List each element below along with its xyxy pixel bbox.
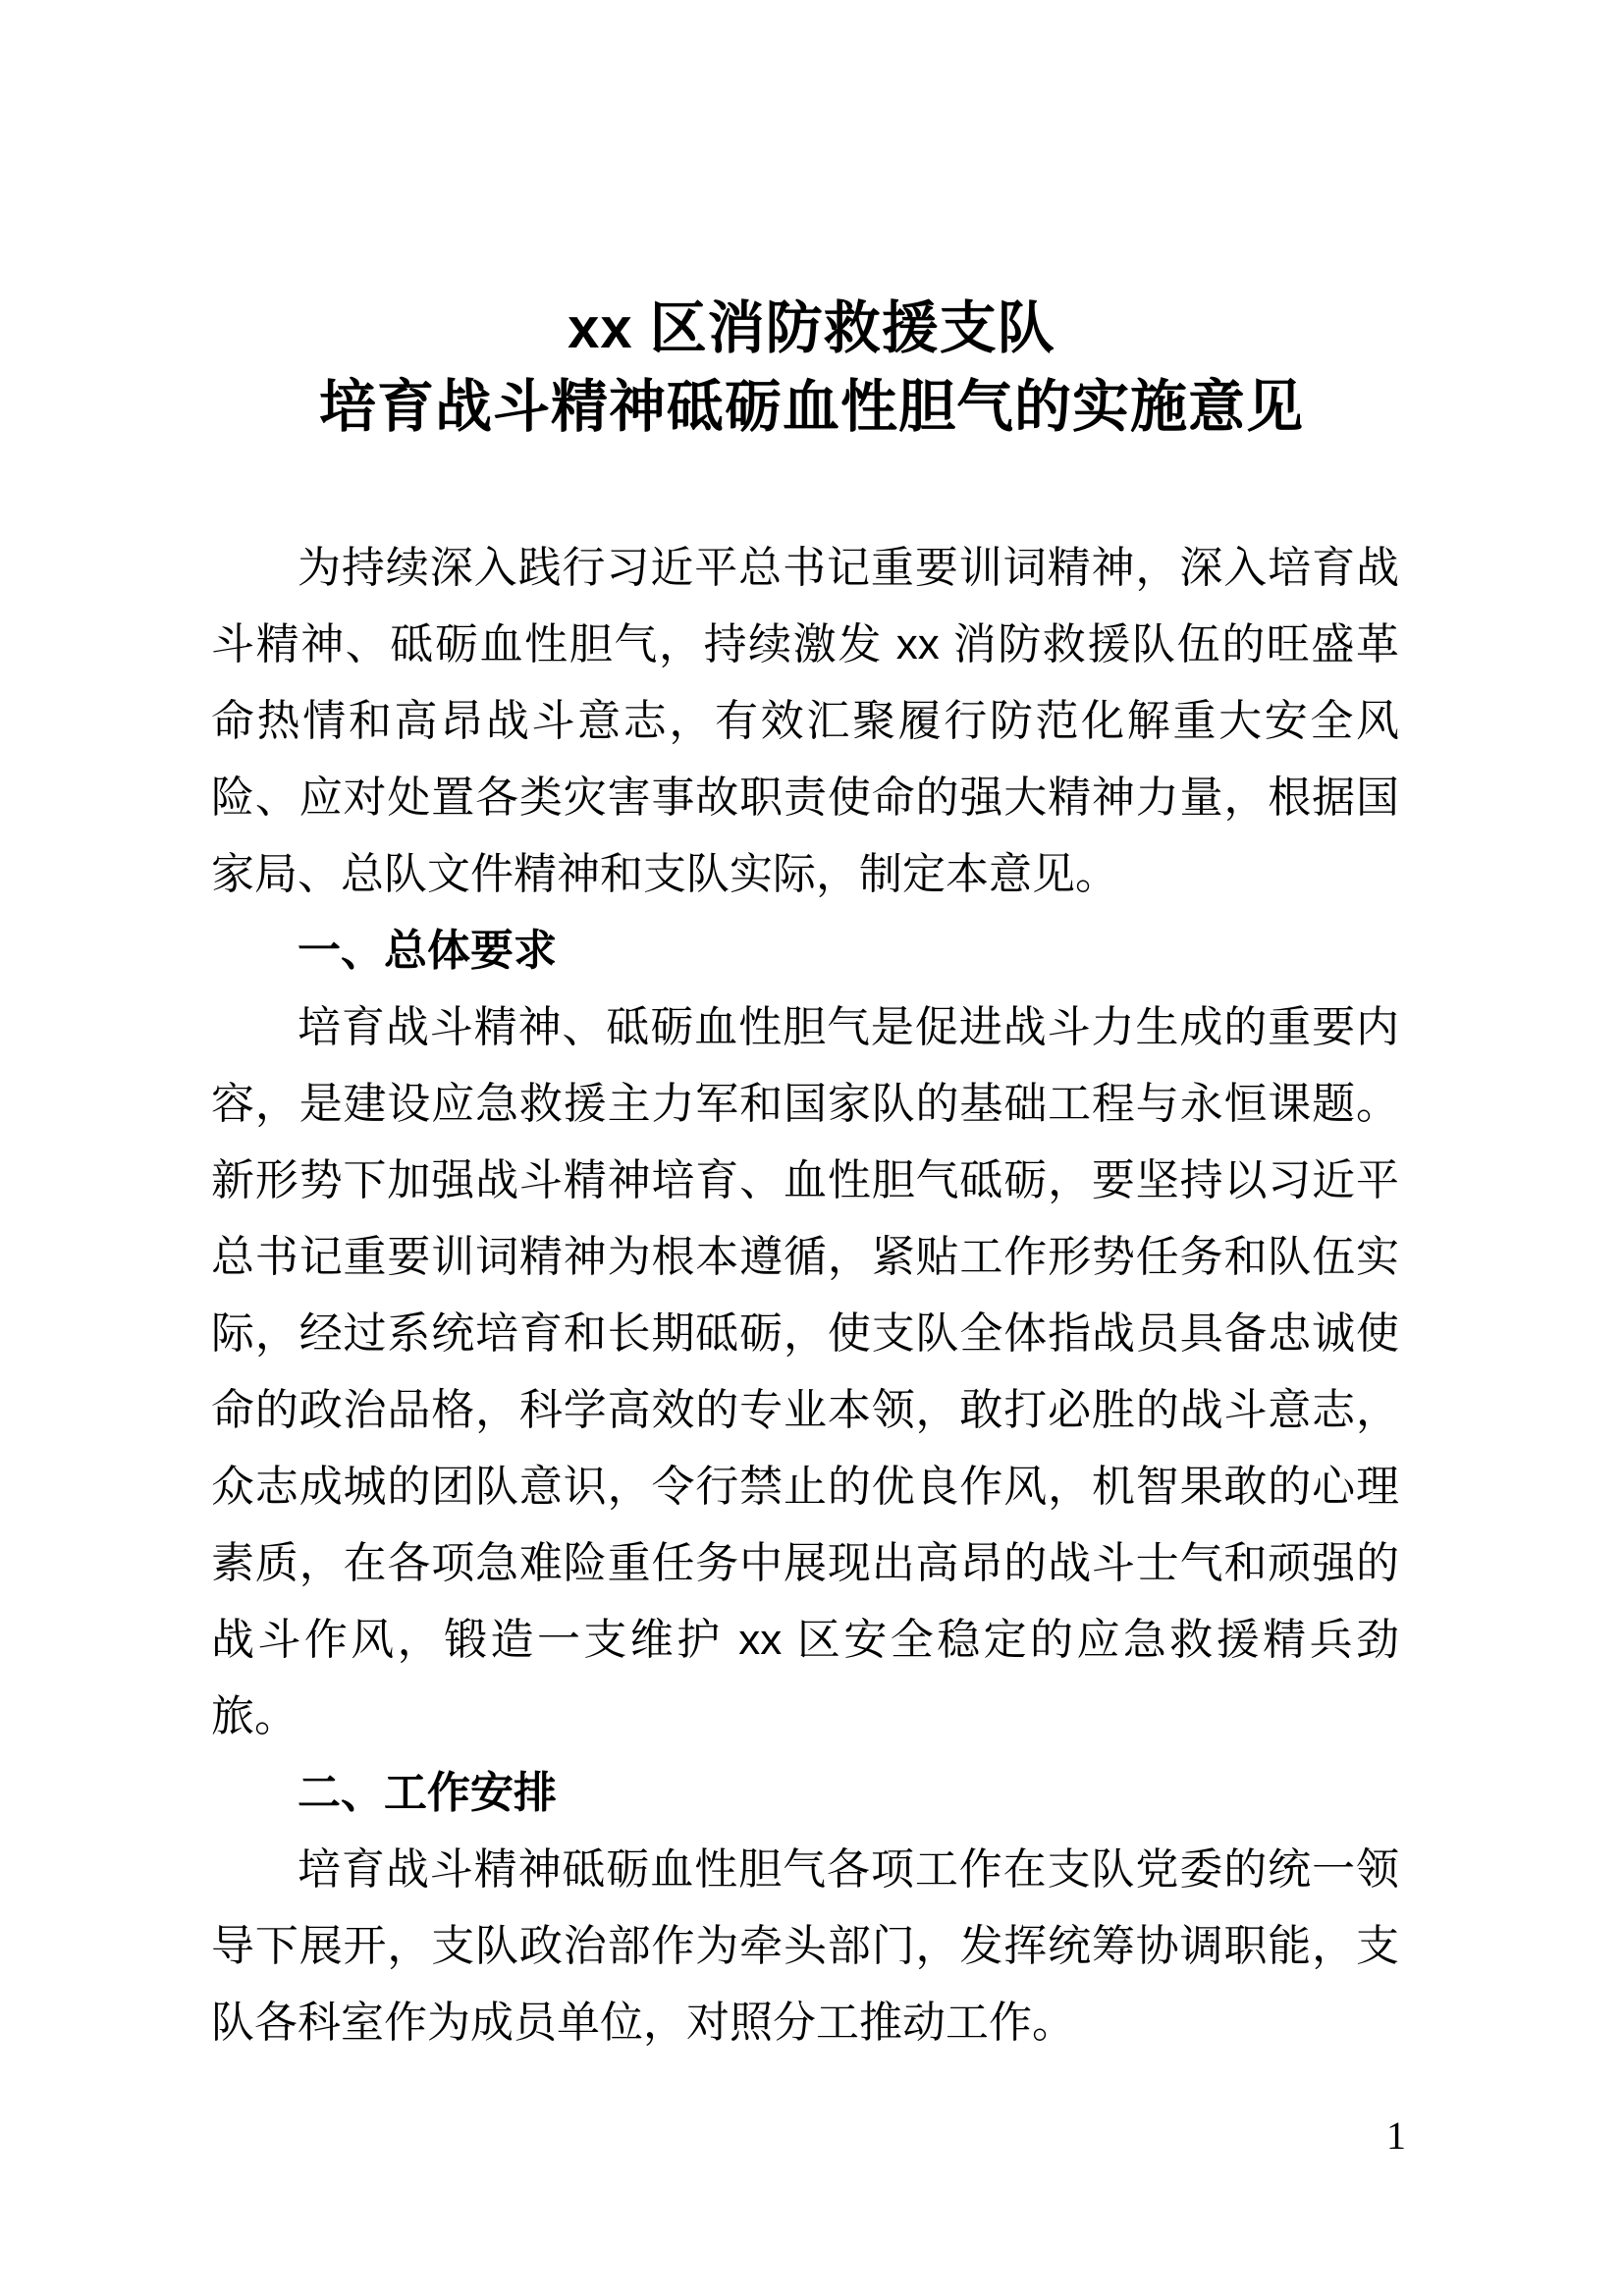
page-number: 1 <box>1386 2113 1406 2158</box>
section-heading-1: 一、总体要求 <box>298 927 557 975</box>
paragraph-intro: 为持续深入践行习近平总书记重要训词精神，深入培育战斗精神、砥砺血性胆气，持续激发 xx 消防救援队伍的旺盛革命热情和高昂战斗意志，有效汇聚履行防范化解重大安全风险、应对处置各类灾害事故职责使命的强大精神力量，根据国家局、总队文件精神和支队实际，制定本意见。 <box>211 544 1399 898</box>
document-body <box>211 530 1399 2061</box>
paragraph-work-arrangement: 培育战斗精神砥砺血性胆气各项工作在支队党委的统一领导下展开，支队政治部作为牵头部门，发挥统筹协调职能，支队各科室作为成员单位，对照分工推动工作。 <box>211 1845 1399 2047</box>
title-line-2: 培育战斗精神砥砺血性胆气的实施意见 <box>318 375 1304 439</box>
document-title <box>0 290 1623 447</box>
paragraph-general-requirements: 培育战斗精神、砥砺血性胆气是促进战斗力生成的重要内容，是建设应急救援主力军和国家队的基础工程与永恒课题。新形势下加强战斗精神培育、血性胆气砥砺，要坚持以习近平总书记重要训词精神为根本遵循，紧贴工作形势任务和队伍实际，经过系统培育和长期砥砺，使支队全体指战员具备忠诚使命的政治品格，科学高效的专业本领，敢打必胜的战斗意志，众志成城的团队意识，令行禁止的优良作风，机智果敢的心理素质，在各项急难险重任务中展现出高昂的战斗士气和顽强的战斗作风，锻造一支维护 xx 区安全稳定的应急救援精兵劲旅。 <box>211 1003 1399 1740</box>
title-line-1: xx 区消防救援支队 <box>568 296 1055 360</box>
section-heading-2: 二、工作安排 <box>298 1769 557 1817</box>
